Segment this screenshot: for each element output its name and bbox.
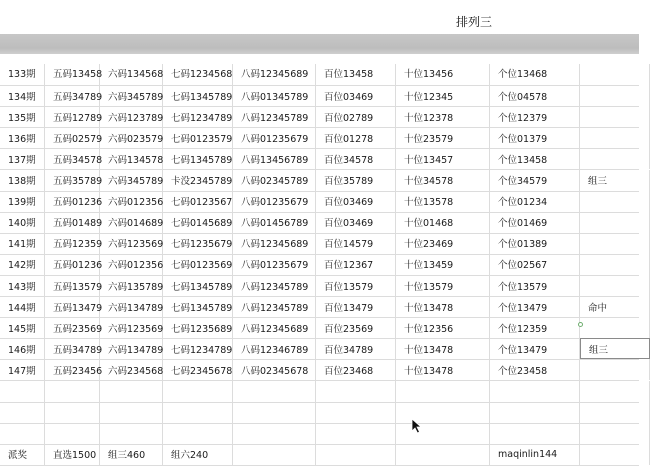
table-cell[interactable]: 百位13479 [316,296,396,317]
sheet-title: 排列三 [456,15,493,29]
table-cell[interactable]: 十位12356 [396,317,490,338]
table-cell[interactable]: 十位01468 [396,212,490,233]
table-cell[interactable]: 组三 [580,170,650,191]
table-cell[interactable]: 134期 [0,85,45,106]
table-cell[interactable]: 六码123789 [100,106,163,127]
table-cell[interactable]: 六码012356 [100,254,163,275]
table-cell[interactable] [580,212,650,233]
table-cell[interactable]: 138期 [0,170,45,191]
table-cell[interactable]: 个位13479 [490,338,580,359]
table-cell[interactable]: 七码1345789 [163,85,233,106]
table-cell[interactable] [580,106,650,127]
table-cell[interactable]: 五码23456 [45,359,100,380]
table-cell[interactable]: 六码123569 [100,233,163,254]
table-row [0,64,639,86]
table-cell[interactable]: 六码134578 [100,148,163,169]
table-cell[interactable]: 百位12367 [316,254,396,275]
table-row [0,148,639,170]
table-cell[interactable]: 个位13458 [490,148,580,169]
table-cell[interactable]: 五码35789 [45,170,100,191]
table-cell[interactable]: 十位12345 [396,85,490,106]
table-cell[interactable]: 143期 [0,275,45,296]
table-cell[interactable] [233,402,316,423]
table-cell[interactable] [100,423,163,444]
table-cell[interactable]: 六码135789 [100,275,163,296]
table-cell[interactable]: 七码1234789 [163,106,233,127]
table-cell[interactable] [0,423,45,444]
table-cell[interactable] [0,381,45,402]
table-cell[interactable]: 个位13479 [490,296,580,317]
table-cell[interactable]: 百位13458 [316,64,396,85]
table-cell[interactable]: 七码1234568 [163,64,233,85]
table-cell[interactable]: 十位34578 [396,170,490,191]
table-cell[interactable]: 145期 [0,317,45,338]
table-cell[interactable]: 五码34789 [45,338,100,359]
table-cell[interactable]: 派奖 [0,444,45,465]
table-cell[interactable]: 十位13478 [396,296,490,317]
table-cell[interactable]: 七码1235689 [163,317,233,338]
table-cell[interactable]: 六码345789 [100,170,163,191]
table-cell[interactable] [580,359,650,380]
table-cell[interactable]: 百位01278 [316,127,396,148]
table-cell[interactable]: 卡没2345789 [163,170,233,191]
table-cell[interactable]: 六码345789 [100,85,163,106]
table-cell[interactable]: 六码134789 [100,296,163,317]
table-row [0,170,639,192]
table-cell[interactable]: 百位03469 [316,85,396,106]
table-cell[interactable]: 七码1345789 [163,296,233,317]
table-cell[interactable] [580,254,650,275]
table-cell[interactable]: 八码12345789 [233,296,316,317]
table-cell[interactable]: 六码014689 [100,212,163,233]
table-cell[interactable]: 135期 [0,106,45,127]
table-cell[interactable]: 个位12379 [490,106,580,127]
table-row [0,381,639,403]
selected-cell[interactable]: 组三 [580,338,650,359]
table-cell[interactable]: 六码012356 [100,191,163,212]
table-cell[interactable] [580,64,650,85]
table-cell[interactable]: 个位34579 [490,170,580,191]
table-cell[interactable]: 个位04578 [490,85,580,106]
table-row [0,85,639,107]
table-cell[interactable] [163,402,233,423]
table-cell[interactable] [580,191,650,212]
table-cell[interactable]: 八码01456789 [233,212,316,233]
table-cell[interactable]: 百位35789 [316,170,396,191]
table-cell[interactable]: 139期 [0,191,45,212]
table-row [0,106,639,128]
table-cell[interactable]: 十位13478 [396,359,490,380]
table-cell[interactable]: 百位23468 [316,359,396,380]
table-cell[interactable]: 个位23458 [490,359,580,380]
table-cell[interactable]: 五码12789 [45,106,100,127]
table-cell[interactable] [580,127,650,148]
table-cell[interactable] [316,423,396,444]
table-row [0,254,639,276]
table-cell[interactable]: 八码01235679 [233,191,316,212]
mouse-cursor-icon [411,418,423,434]
table-cell[interactable]: 百位14579 [316,233,396,254]
table-cell[interactable]: 十位23579 [396,127,490,148]
table-cell[interactable] [45,402,100,423]
table-row [0,275,639,297]
table-cell[interactable]: 八码12345689 [233,233,316,254]
table-row [0,359,639,381]
table-cell[interactable] [100,402,163,423]
table-cell[interactable]: 七码0145689 [163,212,233,233]
table-cell[interactable]: 十位13457 [396,148,490,169]
table-cell[interactable]: 五码13458 [45,64,100,85]
table-cell[interactable] [316,381,396,402]
table-cell[interactable]: 141期 [0,233,45,254]
table-row [0,212,639,234]
table-cell[interactable]: 144期 [0,296,45,317]
table-cell[interactable]: 七码2345678 [163,359,233,380]
table-cell[interactable] [490,402,580,423]
table-cell[interactable]: 命中 [580,296,650,317]
table-cell[interactable]: 七码1234789 [163,338,233,359]
table-cell[interactable]: 八码12346789 [233,338,316,359]
table-cell[interactable]: 十位13578 [396,191,490,212]
table-cell[interactable] [100,381,163,402]
table-cell[interactable]: 个位01234 [490,191,580,212]
table-cell[interactable]: 七码0123579 [163,127,233,148]
table-cell[interactable]: 十位13456 [396,64,490,85]
table-cell[interactable]: 组六240 [163,444,233,465]
table-cell[interactable]: 五码01489 [45,212,100,233]
table-cell[interactable]: 七码1235679 [163,233,233,254]
table-cell[interactable]: 个位01469 [490,212,580,233]
table-cell[interactable] [490,423,580,444]
table-cell[interactable]: 五码01236 [45,191,100,212]
table-cell[interactable]: 百位34789 [316,338,396,359]
table-cell[interactable]: 十位13579 [396,275,490,296]
table-cell[interactable] [580,233,650,254]
table-cell[interactable] [580,444,650,465]
table-cell[interactable]: 六码134789 [100,338,163,359]
table-cell[interactable] [316,444,396,465]
table-cell[interactable]: 十位13478 [396,338,490,359]
table-cell[interactable] [316,402,396,423]
table-cell[interactable]: 八码01235679 [233,254,316,275]
table-cell[interactable]: 五码01236 [45,254,100,275]
table-cell[interactable]: 五码23569 [45,317,100,338]
table-row [0,296,639,318]
table-cell[interactable] [396,444,490,465]
table-cell[interactable] [0,402,45,423]
table-cell[interactable]: 百位13579 [316,275,396,296]
spreadsheet-grid [0,54,639,462]
table-cell[interactable]: 百位02789 [316,106,396,127]
table-cell[interactable]: 六码234568 [100,359,163,380]
table-cell[interactable]: 137期 [0,148,45,169]
table-cell[interactable]: 八码02345678 [233,359,316,380]
table-cell[interactable] [580,402,650,423]
table-cell[interactable]: 八码12345689 [233,317,316,338]
table-cell[interactable]: 八码12345689 [233,64,316,85]
table-cell[interactable]: 百位03469 [316,212,396,233]
table-cell[interactable] [45,423,100,444]
table-cell[interactable]: 五码13479 [45,296,100,317]
table-row [0,191,639,213]
table-cell[interactable] [396,381,490,402]
table-cell[interactable]: 十位23469 [396,233,490,254]
table-cell[interactable]: 五码34578 [45,148,100,169]
table-cell[interactable]: 个位01379 [490,127,580,148]
table-cell[interactable]: 八码13456789 [233,148,316,169]
table-cell[interactable]: 七码0123569 [163,254,233,275]
table-cell[interactable]: 十位12378 [396,106,490,127]
table-cell[interactable] [580,85,650,106]
table-row [0,444,639,466]
table-cell[interactable]: 五码12359 [45,233,100,254]
table-cell[interactable] [580,275,650,296]
table-cell[interactable] [580,148,650,169]
table-cell[interactable] [233,444,316,465]
table-cell[interactable]: 个位13468 [490,64,580,85]
toolbar-area [0,0,639,34]
table-cell[interactable] [233,423,316,444]
table-cell[interactable]: 十位13459 [396,254,490,275]
table-cell[interactable] [580,381,650,402]
table-cell[interactable]: 133期 [0,64,45,85]
table-cell[interactable] [45,381,100,402]
column-header-band [0,34,639,54]
table-cell[interactable]: 组三460 [100,444,163,465]
table-cell[interactable]: 136期 [0,127,45,148]
table-cell[interactable]: 八码01345789 [233,85,316,106]
table-cell[interactable]: 八码12345789 [233,106,316,127]
table-cell[interactable]: 百位34578 [316,148,396,169]
table-cell[interactable]: 七码1345789 [163,275,233,296]
table-cell[interactable]: 八码01235679 [233,127,316,148]
table-cell[interactable] [163,423,233,444]
table-row [0,127,639,149]
table-row [0,317,639,339]
table-cell[interactable] [163,381,233,402]
table-cell[interactable]: 个位02567 [490,254,580,275]
table-cell[interactable]: maqinlin144 [490,444,580,465]
table-cell[interactable]: 八码02345789 [233,170,316,191]
table-cell[interactable]: 五码13579 [45,275,100,296]
table-cell[interactable]: 六码123569 [100,317,163,338]
table-cell[interactable]: 七码1345789 [163,148,233,169]
table-cell[interactable]: 百位23569 [316,317,396,338]
table-cell[interactable] [580,423,650,444]
table-cell[interactable] [580,317,650,338]
table-cell[interactable]: 七码0123567 [163,191,233,212]
table-row [0,402,639,424]
table-cell[interactable]: 直选1500 [45,444,100,465]
table-cell[interactable]: 五码02579 [45,127,100,148]
table-cell[interactable]: 五码34789 [45,85,100,106]
table-cell[interactable]: 八码12345789 [233,275,316,296]
selection-handle[interactable] [578,322,583,327]
table-cell[interactable]: 个位01389 [490,233,580,254]
table-cell[interactable]: 142期 [0,254,45,275]
table-cell[interactable]: 六码134568 [100,64,163,85]
table-row [0,423,639,445]
table-cell[interactable]: 个位13579 [490,275,580,296]
table-row [0,233,639,255]
table-cell[interactable]: 147期 [0,359,45,380]
table-cell[interactable]: 个位12359 [490,317,580,338]
table-cell[interactable]: 146期 [0,338,45,359]
table-cell[interactable]: 百位03469 [316,191,396,212]
table-cell[interactable] [233,381,316,402]
table-cell[interactable]: 六码023579 [100,127,163,148]
table-cell[interactable]: 140期 [0,212,45,233]
table-cell[interactable] [490,381,580,402]
table-row [0,338,639,360]
